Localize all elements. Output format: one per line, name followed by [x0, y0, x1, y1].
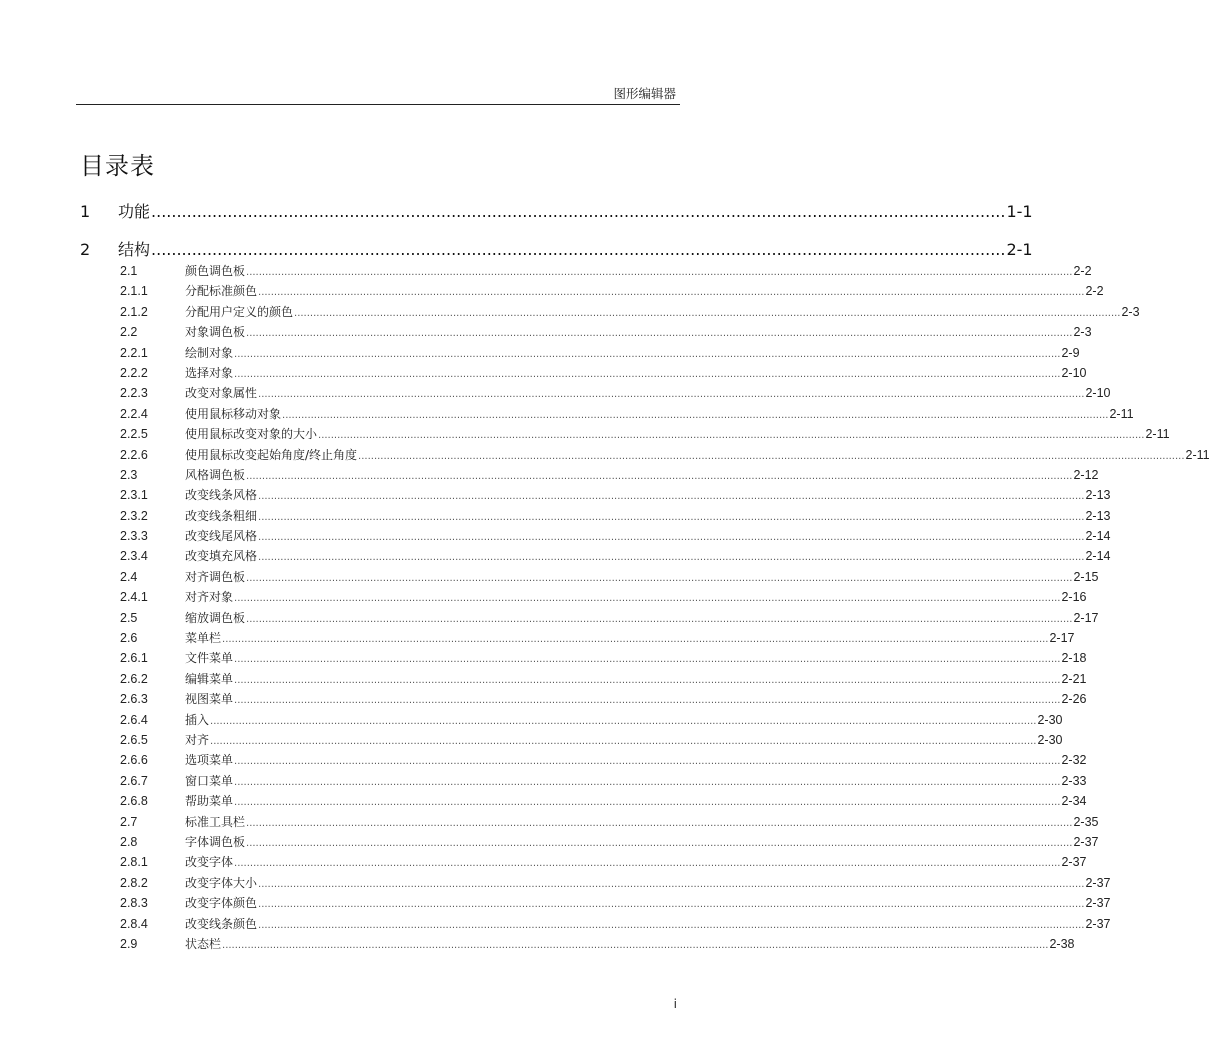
- dot-leader: ........................................................................................................................................................................: [151, 240, 1006, 259]
- dot-leader: ....................................................................................................................................................................................................................................................................: [258, 389, 1085, 401]
- toc-entry[interactable]: [120, 711, 1063, 731]
- entry-page: 2-16: [1061, 590, 1087, 605]
- entry-number: 2.8.3: [120, 896, 148, 911]
- toc-entry[interactable]: [120, 446, 1210, 466]
- page-title: 目录表: [80, 152, 155, 180]
- dot-leader: ....................................................................................................................................................................................................................................................................: [222, 939, 1049, 951]
- dot-leader: ....................................................................................................................................................................................................................................................................: [234, 593, 1061, 605]
- entry-title: 缩放调色板: [185, 610, 246, 625]
- entry-title: 改变字体颜色: [185, 896, 258, 911]
- toc-entry[interactable]: [120, 323, 1092, 343]
- entry-number: 2.2.2: [120, 365, 148, 380]
- entry-page: 2-10: [1085, 386, 1111, 401]
- entry-title: 帮助菜单: [185, 794, 234, 809]
- entry-title: 颜色调色板: [185, 264, 246, 278]
- dot-leader: ....................................................................................................................................................................................................................................................................: [358, 450, 1185, 462]
- entry-title: 窗口菜单: [185, 773, 234, 788]
- running-header: [76, 82, 680, 105]
- entry-title: 对齐调色板: [185, 569, 246, 584]
- toc-entry[interactable]: [120, 670, 1087, 690]
- entry-number: 2.1.2: [120, 304, 148, 319]
- entry-page: 2-21: [1061, 671, 1087, 686]
- dot-leader: ....................................................................................................................................................................................................................................................................: [258, 552, 1085, 564]
- toc-entry[interactable]: [120, 527, 1111, 547]
- dot-leader: ....................................................................................................................................................................................................................................................................: [234, 348, 1061, 360]
- entry-title: 使用鼠标改变起始角度/终止角度: [185, 447, 358, 462]
- entry-title: 使用鼠标改变对象的大小: [185, 427, 318, 442]
- entry-title: 文件菜单: [185, 651, 234, 666]
- toc-entry[interactable]: [120, 588, 1087, 608]
- entry-number: 2.8: [120, 834, 138, 849]
- dot-leader: ....................................................................................................................................................................................................................................................................: [258, 532, 1085, 544]
- entry-page: 2-30: [1037, 732, 1063, 747]
- entry-number: 2.6.7: [120, 773, 148, 788]
- entry-title: 插入: [185, 712, 210, 727]
- entry-page: 2-37: [1085, 916, 1111, 931]
- entry-page: 2-33: [1061, 773, 1087, 788]
- entry-number: 2.2.4: [120, 406, 148, 421]
- entry-page: 2-2: [1073, 264, 1092, 278]
- entry-title: 改变线尾风格: [185, 529, 258, 544]
- entry-page: 2-13: [1085, 488, 1111, 503]
- toc-entry[interactable]: [120, 813, 1099, 833]
- entry-page: 2-38: [1049, 936, 1075, 951]
- entry-page: 2-11: [1185, 447, 1210, 462]
- entry-number: 2.9: [120, 936, 138, 951]
- dot-leader: ....................................................................................................................................................................................................................................................................: [234, 695, 1061, 707]
- entry-page: 2-15: [1073, 569, 1099, 584]
- entry-title: 改变线条颜色: [185, 916, 258, 931]
- entry-number: 2.6.1: [120, 651, 148, 666]
- dot-leader: ....................................................................................................................................................................................................................................................................: [318, 430, 1145, 442]
- toc-entry[interactable]: [120, 364, 1087, 384]
- entry-number: 2.3.3: [120, 529, 148, 544]
- toc-entry[interactable]: [120, 547, 1111, 567]
- header-title: 图形编辑器: [613, 86, 676, 101]
- entry-page: 2-2: [1085, 284, 1104, 299]
- entry-number: 2.1.1: [120, 284, 148, 299]
- entry-title: 分配标准颜色: [185, 284, 258, 299]
- dot-leader: ....................................................................................................................................................................................................................................................................: [246, 470, 1073, 482]
- entry-page: 2-9: [1061, 345, 1080, 360]
- entry-title: 菜单栏: [185, 631, 222, 646]
- chapter-title: 功能: [118, 202, 151, 221]
- toc-entry[interactable]: [120, 486, 1111, 506]
- dot-leader: ....................................................................................................................................................................................................................................................................: [234, 858, 1061, 870]
- entry-page: 2-13: [1085, 508, 1111, 523]
- entry-number: 2.7: [120, 814, 138, 829]
- entry-number: 2.3.4: [120, 549, 148, 564]
- dot-leader: ....................................................................................................................................................................................................................................................................: [234, 797, 1061, 809]
- entry-number: 2.8.2: [120, 875, 148, 890]
- entry-page: 2-35: [1073, 814, 1099, 829]
- dot-leader: ....................................................................................................................................................................................................................................................................: [234, 368, 1061, 380]
- entry-page: 2-14: [1085, 529, 1111, 544]
- entry-page: 2-37: [1085, 896, 1111, 911]
- dot-leader: ....................................................................................................................................................................................................................................................................: [246, 817, 1073, 829]
- dot-leader: ....................................................................................................................................................................................................................................................................: [234, 654, 1061, 666]
- chapter-number: 1: [80, 202, 91, 221]
- dot-leader: ....................................................................................................................................................................................................................................................................: [258, 511, 1085, 523]
- entry-title: 风格调色板: [185, 467, 246, 482]
- toc-entry[interactable]: [120, 894, 1111, 914]
- chapter-title: 结构: [118, 240, 151, 259]
- entry-page: 2-17: [1049, 631, 1075, 646]
- toc-entry[interactable]: [120, 629, 1075, 649]
- dot-leader: ....................................................................................................................................................................................................................................................................: [210, 735, 1037, 747]
- entry-page: 2-10: [1061, 365, 1087, 380]
- entry-page: 2-17: [1073, 610, 1099, 625]
- entry-number: 2.6.5: [120, 732, 148, 747]
- dot-leader: ....................................................................................................................................................................................................................................................................: [246, 572, 1073, 584]
- toc-entry[interactable]: [120, 935, 1075, 955]
- entry-number: 2.6.8: [120, 794, 148, 809]
- entry-page: 2-32: [1061, 753, 1087, 768]
- toc-entry[interactable]: [120, 792, 1087, 812]
- toc-entry[interactable]: [120, 344, 1080, 364]
- entry-title: 字体调色板: [185, 834, 246, 849]
- entry-number: 2.2.3: [120, 386, 148, 401]
- entry-page: 2-14: [1085, 549, 1111, 564]
- entry-number: 2.3: [120, 467, 138, 482]
- entry-number: 2.6.2: [120, 671, 148, 686]
- toc-entry[interactable]: [120, 874, 1111, 894]
- toc-entry[interactable]: [120, 833, 1099, 853]
- entry-title: 改变线条风格: [185, 488, 258, 503]
- entry-title: 对象调色板: [185, 325, 246, 340]
- dot-leader: ....................................................................................................................................................................................................................................................................: [258, 491, 1085, 503]
- dot-leader: ....................................................................................................................................................................................................................................................................: [246, 328, 1073, 340]
- dot-leader: ....................................................................................................................................................................................................................................................................: [258, 878, 1085, 890]
- toc-entry[interactable]: [120, 384, 1111, 404]
- entry-number: 2.2.5: [120, 427, 148, 442]
- toc-entry[interactable]: [120, 425, 1170, 445]
- entry-page: 2-37: [1061, 855, 1087, 870]
- toc-entry-list: [120, 262, 1210, 955]
- dot-leader: ....................................................................................................................................................................................................................................................................: [234, 756, 1061, 768]
- entry-title: 对齐对象: [185, 590, 234, 605]
- dot-leader: ....................................................................................................................................................................................................................................................................: [246, 613, 1073, 625]
- dot-leader: ....................................................................................................................................................................................................................................................................: [258, 899, 1085, 911]
- entry-page: 2-12: [1073, 467, 1099, 482]
- toc-entry[interactable]: [120, 649, 1087, 669]
- page-number: i: [673, 997, 677, 1011]
- entry-title: 分配用户定义的颜色: [185, 304, 294, 319]
- entry-number: 2.8.1: [120, 855, 148, 870]
- entry-title: 编辑菜单: [185, 671, 234, 686]
- entry-number: 2.8.4: [120, 916, 148, 931]
- entry-number: 2.2: [120, 325, 138, 340]
- toc-entry[interactable]: [120, 853, 1087, 873]
- entry-number: 2.6.6: [120, 753, 148, 768]
- toc-entry[interactable]: [120, 303, 1140, 323]
- toc-entry[interactable]: [120, 772, 1087, 792]
- entry-number: 2.4.1: [120, 590, 148, 605]
- toc-entry[interactable]: [120, 690, 1087, 710]
- entry-title: 改变线条粗细: [185, 508, 258, 523]
- entry-number: 2.1: [120, 264, 138, 278]
- entry-title: 状态栏: [185, 936, 222, 951]
- entry-title: 选择对象: [185, 365, 234, 380]
- entry-page: 2-3: [1073, 325, 1092, 340]
- entry-title: 使用鼠标移动对象: [185, 406, 282, 421]
- dot-leader: ....................................................................................................................................................................................................................................................................: [282, 409, 1109, 421]
- entry-title: 视图菜单: [185, 692, 234, 707]
- dot-leader: ....................................................................................................................................................................................................................................................................: [210, 715, 1037, 727]
- toc-entry[interactable]: [120, 915, 1111, 935]
- entry-page: 2-18: [1061, 651, 1087, 666]
- toc-entry[interactable]: [120, 466, 1099, 486]
- toc-entry[interactable]: [120, 405, 1134, 425]
- entry-number: 2.3.1: [120, 488, 148, 503]
- entry-number: 2.5: [120, 610, 138, 625]
- dot-leader: ....................................................................................................................................................................................................................................................................: [246, 837, 1073, 849]
- chapter-page: 1-1: [1006, 202, 1033, 221]
- dot-leader: ....................................................................................................................................................................................................................................................................: [222, 634, 1049, 646]
- entry-number: 2.6: [120, 631, 138, 646]
- toc-entry[interactable]: [120, 731, 1063, 751]
- dot-leader: ....................................................................................................................................................................................................................................................................: [246, 267, 1073, 278]
- toc-entry[interactable]: [120, 609, 1099, 629]
- entry-page: 2-26: [1061, 692, 1087, 707]
- dot-leader: ....................................................................................................................................................................................................................................................................: [258, 287, 1085, 299]
- entry-title: 改变对象属性: [185, 386, 258, 401]
- entry-page: 2-3: [1121, 304, 1140, 319]
- dot-leader: ....................................................................................................................................................................................................................................................................: [234, 674, 1061, 686]
- entry-title: 绘制对象: [185, 345, 234, 360]
- toc-entry[interactable]: [120, 751, 1087, 771]
- entry-page: 2-37: [1085, 875, 1111, 890]
- entry-title: 选项菜单: [185, 753, 234, 768]
- entry-number: 2.2.6: [120, 447, 148, 462]
- dot-leader: ........................................................................................................................................................................: [151, 202, 1006, 221]
- toc-entry[interactable]: [120, 262, 1092, 282]
- dot-leader: ....................................................................................................................................................................................................................................................................: [234, 776, 1061, 788]
- entry-page: 2-30: [1037, 712, 1063, 727]
- dot-leader: ....................................................................................................................................................................................................................................................................: [294, 307, 1121, 319]
- entry-number: 2.6.4: [120, 712, 148, 727]
- entry-title: 标准工具栏: [185, 814, 246, 829]
- toc-chapter-1[interactable]: [80, 199, 1033, 221]
- entry-number: 2.3.2: [120, 508, 148, 523]
- toc-entry[interactable]: [120, 507, 1111, 527]
- chapter-number: 2: [80, 240, 91, 259]
- entry-number: 2.4: [120, 569, 138, 584]
- entry-title: 改变填充风格: [185, 549, 258, 564]
- entry-number: 2.6.3: [120, 692, 148, 707]
- toc-chapter-2[interactable]: [80, 237, 1033, 259]
- entry-page: 2-11: [1145, 427, 1170, 442]
- chapter-page: 2-1: [1006, 240, 1033, 259]
- toc-entry[interactable]: [120, 568, 1099, 588]
- entry-title: 改变字体: [185, 855, 234, 870]
- entry-page: 2-34: [1061, 794, 1087, 809]
- dot-leader: ....................................................................................................................................................................................................................................................................: [258, 919, 1085, 931]
- entry-title: 对齐: [185, 732, 210, 747]
- entry-page: 2-37: [1073, 834, 1099, 849]
- entry-title: 改变字体大小: [185, 875, 258, 890]
- entry-number: 2.2.1: [120, 345, 148, 360]
- entry-page: 2-11: [1109, 406, 1134, 421]
- toc-entry[interactable]: [120, 282, 1104, 302]
